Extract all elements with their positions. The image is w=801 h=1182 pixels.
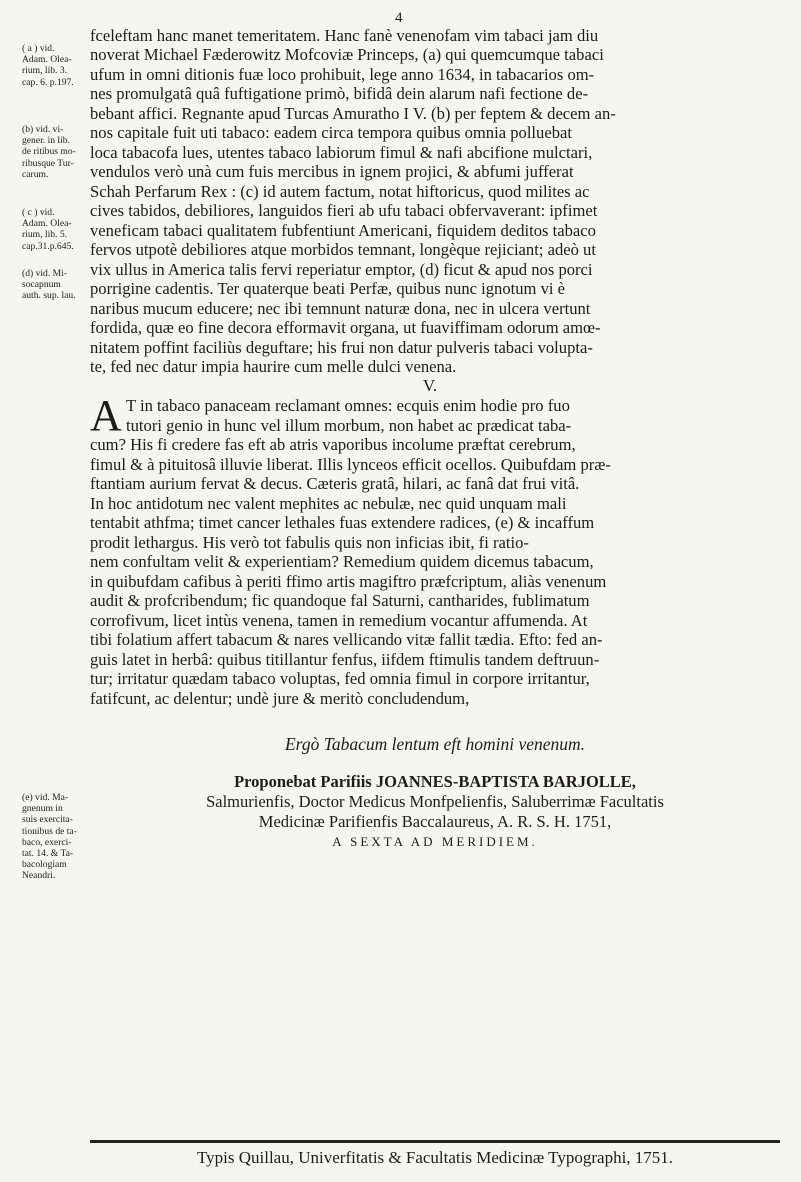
text-line: corrofivum, licet intùs venena, tamen in remedium vocantur affumenda. At	[90, 610, 588, 630]
text-line: naribus mucum educere; nec ibi temnunt naturæ dona, nec in ulcera vertunt	[90, 298, 591, 318]
text-line: nos capitale fuit uti tabaco: eadem circa tempora quibus omnia polluebat	[90, 123, 572, 142]
text-line: tutori genio in hunc vel illum morbum, non habet ac prædicat taba-	[126, 415, 572, 435]
text-line: porrigine cadentis. Ter quaterque beati Perfæ, quibus nunc ignotum vi è	[90, 279, 566, 298]
text-line: ftantiam aurium fervat & decus. Cæteris gratâ, hilari, ac fanâ dat frui vitâ.	[90, 474, 580, 493]
text-line: fordida, quæ eo fine decora efformavit organa, ut fuaviffimam odorum amœ-	[90, 318, 601, 337]
text-line: fervos utpotè debiliores atque morbidos temnant, longèque rejiciant; adeò ut	[90, 240, 596, 259]
drop-cap: A	[90, 391, 122, 440]
text-line: in quibufdam cafibus à periti ffimo artis magiftro præfcriptum, aliàs venenum	[90, 571, 607, 591]
text-line: loca tabacofa lues, utentes tabaco labiorum fimul & nafi abcifione mulctari,	[90, 142, 593, 162]
margin-note-b: (b) vid. vi- gener. in lib. de ritibus mo- ribusque Tur- carum.	[22, 124, 76, 180]
text-line: ufum in omni ditionis fuæ loco prohibuit, lege anno 1634, in tabacarios om-	[90, 64, 595, 84]
text-line: fatifcunt, ac delentur; undè jure & meritò concludendum,	[90, 688, 470, 708]
thesis-time: A SEXTA AD MERIDIEM.	[332, 834, 538, 849]
text-line: guis latet in herbâ: quibus titillantur fenfus, iifdem ftimulis tandem deftruun-	[90, 649, 600, 669]
text-line: audit & profcribendum; fic quandoque fal Saturni, cantharides, fublimatum	[90, 591, 590, 610]
printer-footer: Typis Quillau, Univerfitatis & Facultatis Medicinæ Typographi, 1751.	[196, 1148, 674, 1167]
text-line: prodit lethargus. His verò tot fabulis quis non inficias ibit, fi ratio-	[90, 532, 529, 552]
text-line: tibi folatium affert tabacum & nares vellicando vitæ fallit tædia. Efto: fed an-	[90, 630, 603, 649]
text-line: te, fed nec datur impia haurire cum melle dulci venena.	[90, 357, 457, 376]
text-line: noverat Michael Fæderowitz Mofcoviæ Princeps, (a) qui quemcumque tabaci	[90, 45, 604, 64]
thesis-line: Medicinæ Parifienfis Baccalaureus, A. R. S. H. 1751,	[258, 812, 612, 831]
text-line: vendulos verò unà cum fuis mercibus in ignem projici, & abfumi jufferat	[90, 162, 574, 181]
divider-rule	[90, 1140, 780, 1143]
thesis-author: Proponebat Parifiis JOANNES-BAPTISTA BARJOLLE,	[234, 772, 636, 791]
text-line: In hoc antidotum nec valent mephites ac nebulæ, nec quid unquam mali	[90, 493, 567, 513]
thesis-line: Salmurienfis, Doctor Medicus Monfpelienfis, Saluberrimæ Facultatis	[206, 792, 664, 811]
text-line: nitatem poffint faciliùs deguftare; his frui non datur pulveris tabaci volupta-	[90, 337, 593, 357]
conclusion: Ergò Tabacum lentum eft homini venenum.	[284, 734, 586, 754]
text-line: cives tabidos, debiliores, languidos fieri ab ufu tabaci obfervaverant: ipfimet	[90, 201, 598, 220]
text-line: cum? His fi credere fas eft ab atris vaporibus incolume præftat cerebrum,	[90, 435, 576, 454]
text-line: fceleftam hanc manet temeritatem. Hanc fanè venenofam vim tabaci jam diu	[90, 26, 599, 45]
section-heading: V.	[422, 376, 438, 395]
page-number: 4	[395, 10, 403, 26]
text-line: veneficam tabaci qualitatem fubfentiunt Americani, fiquidem deditos tabaco	[90, 220, 596, 240]
text-line: tentabit athfma; timet cancer lethales fuas extendere radices, (e) & incaffum	[90, 513, 595, 532]
text-line: nem confultam velit & experientiam? Remedium quidem dicemus tabacum,	[90, 552, 594, 571]
margin-note-c: ( c ) vid. Adam. Olea- rium, lib. 5. cap.31.p.645.	[22, 207, 74, 252]
margin-note-a: ( a ) vid. Adam. Olea- rium, lib. 3. cap. 6. p.197.	[22, 43, 74, 88]
text-line: nes promulgatâ quâ fuftigatione primò, bifidâ dein alarum nafi fectione de-	[90, 84, 589, 103]
margin-note-d: (d) vid. Mi- socapnum auth. sup. lau.	[22, 268, 76, 302]
margin-note-e: (e) vid. Ma- gnenum in suis exercita- tionibus de ta- baco, exerci- tat. 14. & Ta- bacologiam Neandri.	[22, 792, 77, 882]
text-line: T in tabaco panaceam reclamant omnes: ecquis enim hodie pro fuo	[126, 396, 570, 415]
text-line: Schah Perfarum Rex : (c) id autem factum, notat hiftoricus, quod milites ac	[90, 181, 590, 201]
text-line: vix ullus in America talis fervi reperiatur emptor, (d) ficut & apud nos porci	[90, 259, 593, 279]
text-line: tur; irritatur quædam tabaco voluptas, fed omnia fimul in corpore irritantur,	[90, 669, 590, 688]
text-line: bebant affici. Regnante apud Turcas Amuratho I V. (b) per feptem & decem an-	[90, 103, 616, 123]
text-line: fimul & à pituitosâ illuvie liberat. Illis lynceos efficit ocellos. Quibufdam præ-	[90, 454, 611, 474]
